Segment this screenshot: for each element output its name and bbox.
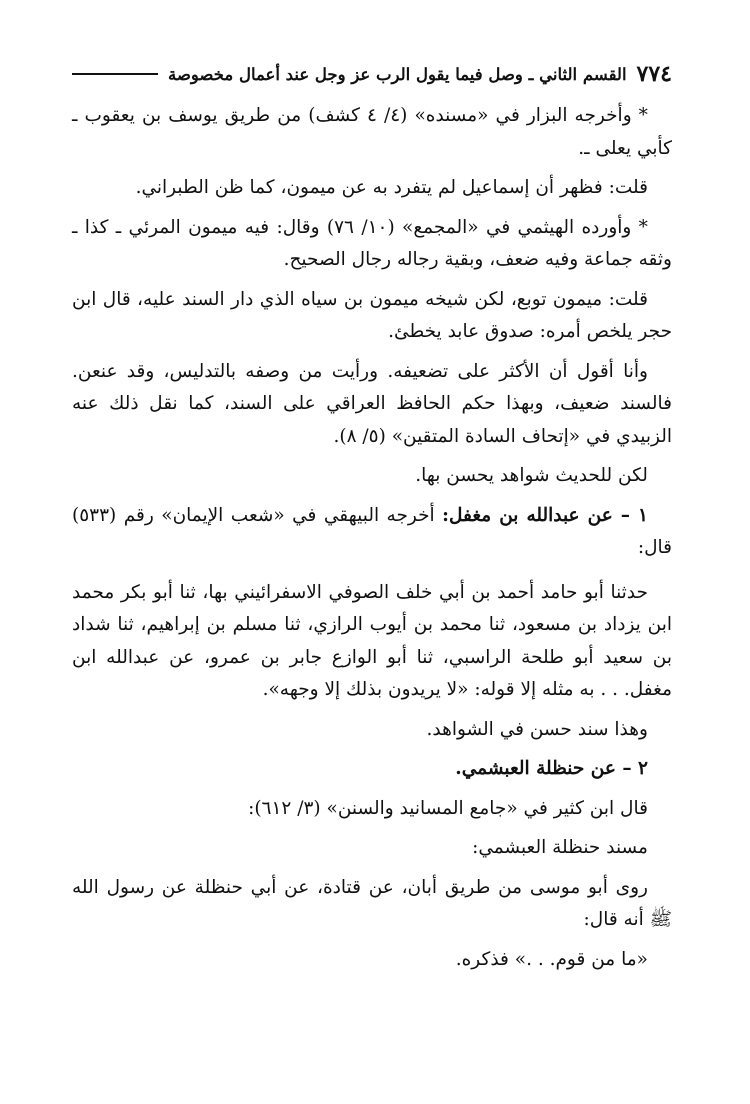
paragraph-text: لكن للحديث شواهد يحسن بها. <box>415 465 648 486</box>
body-text <box>72 100 672 976</box>
running-header <box>72 52 672 96</box>
page-number: ٧٧٤ <box>636 61 672 87</box>
running-title: القسم الثاني ـ وصل فيما يقول الرب عز وجل عند أعمال مخصوصة <box>168 64 627 84</box>
paragraph-text: روى أبو موسى من طريق أبان، عن قتادة، عن أبي حنظلة عن رسول الله ﷺ أنه قال: <box>72 876 672 930</box>
paragraph-bazzar <box>72 100 672 165</box>
paragraph-text: قال ابن كثير في «جامع المسانيد والسنن» (٣/ ٦١٢): <box>248 797 648 819</box>
witness-heading: ١ – عن عبدالله بن مغفل: <box>442 504 648 526</box>
paragraph-text: مسند حنظلة العبشمي: <box>472 837 648 858</box>
paragraph-shawahid <box>72 460 672 493</box>
paragraph-musnad-title <box>72 832 672 865</box>
paragraph-witness-2 <box>72 753 672 786</box>
paragraph-text: «ما من قوم. . .» فذكره. <box>455 948 648 970</box>
paragraph-haythami <box>72 212 672 277</box>
header-rule <box>72 73 158 75</box>
paragraph-text: * وأخرجه البزار في «مسنده» (٤/ ٤ كشف) من طريق يوسف بن يعقوب ـ كأبي يعلى ـ. <box>72 105 672 159</box>
paragraph-comment-2 <box>72 284 672 349</box>
paragraph-hadith-quote <box>72 944 672 977</box>
paragraph-text: وأنا أقول أن الأكثر على تضعيفه. ورأيت من وصفه بالتدليس، وقد عنعن. فالسند ضعيف، وبهذا حكم الحافظ العراقي على السند، كما نقل ذلك عنه الزبيدي في «إتحاف السادة المتقين» (٥/ ٨). <box>72 360 672 447</box>
paragraph-isnad-grade <box>72 714 672 747</box>
paragraph-text: قلت: فظهر أن إسماعيل لم يتفرد به عن ميمون، كما ظن الطبراني. <box>135 177 648 198</box>
paragraph-text: قلت: ميمون توبع، لكن شيخه ميمون بن سياه الذي دار السند عليه، قال ابن حجر يلخص أمره: صدوق عابد يخطئ. <box>72 288 672 342</box>
document-page <box>72 52 672 976</box>
paragraph-judgement <box>72 356 672 454</box>
witness-heading: ٢ – عن حنظلة العبشمي. <box>455 758 648 779</box>
paragraph-abu-musa <box>72 872 672 937</box>
paragraph-text: وهذا سند حسن في الشواهد. <box>426 718 648 740</box>
paragraph-text: * وأورده الهيثمي في «المجمع» (١٠/ ٧٦) وقال: فيه ميمون المرئي ـ كذا ـ وثقه جماعة وفيه ضعف، وبقية رجاله رجال الصحيح. <box>72 216 672 270</box>
paragraph-comment-1 <box>72 172 672 205</box>
paragraph-witness-1 <box>72 500 672 565</box>
paragraph-ibn-kathir <box>72 793 672 826</box>
paragraph-isnad <box>72 577 672 707</box>
paragraph-text: أخرجه البيهقي في «شعب الإيمان» رقم (٥٣٣) قال: <box>72 504 672 558</box>
paragraph-text: حدثنا أبو حامد أحمد بن أبي خلف الصوفي الاسفرائيني بها، ثنا أبو بكر محمد ابن يزداد بن مسعود، ثنا محمد بن أيوب الرازي، ثنا مسلم بن إبراهيم، ثنا شداد بن سعيد أبو طلحة الراسبي، ثنا أبو الوازع جابر بن عمرو، عن عبدالله ابن مغفل. . . به مثله إلا قوله: «لا يريدون بذلك إلا وجهه». <box>72 581 672 700</box>
